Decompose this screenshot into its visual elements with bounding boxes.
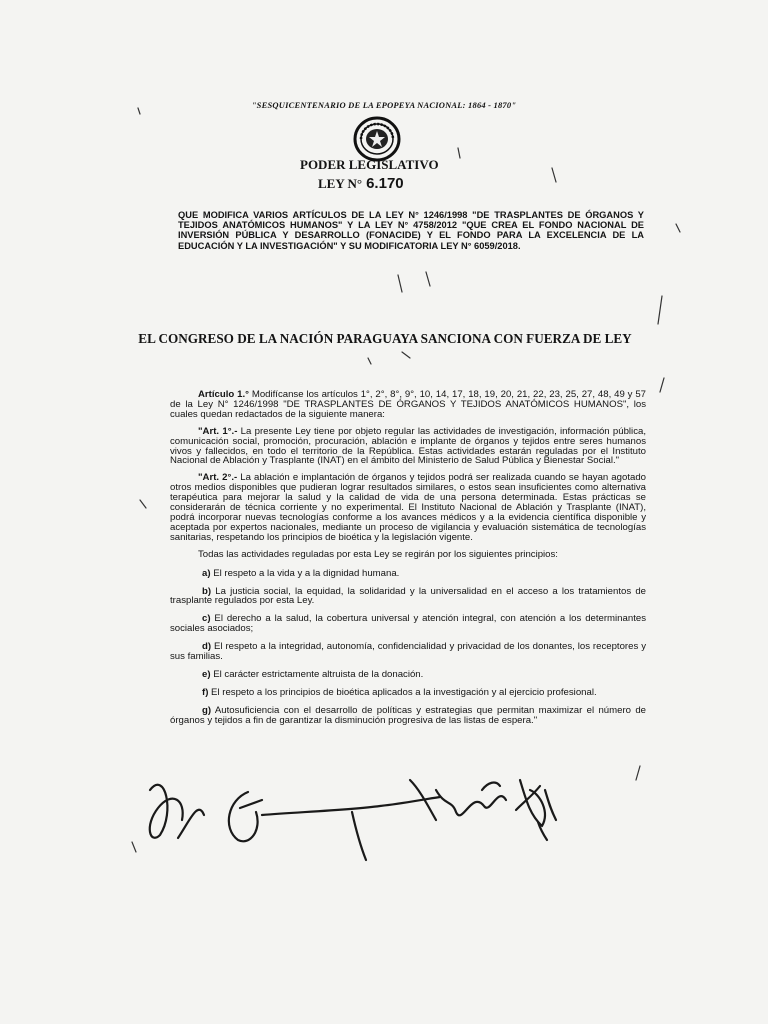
art-1-label: "Art. 1°.- [198, 425, 238, 437]
art-2-text: La ablación e implantación de órganos y tejidos podrá ser realizada cuando se hayan agotado otros medios disponibles que pudieran lograr resultados similares, o estos sean insuficientes como alternativa terapéutica para mejorar la salud y la calidad de vida de una persona determinada. Estas prácticas se considerarán de técnica corriente y no experimental. El Instituto Nacional de Ablación y Trasplante (INAT), podrá incorporar nuevas tecnologías conforme a los avances médicos y a la evidencia científica disponible y aceptada por expertos nacionales, mediante un proceso de vigilancia y evaluación sistemática de tecnologías sanitarias, respetando los principios de bioética y la legislación vigente. [170, 472, 646, 543]
principles-intro: Todas las actividades reguladas por esta Ley se regirán por los siguientes principios: [198, 548, 558, 560]
principle-text: El respeto a la vida y a la dignidad humana. [210, 567, 400, 579]
principle-item [170, 614, 646, 634]
enacting-clause: EL CONGRESO DE LA NACIÓN PARAGUAYA SANCIONA CON FUERZA DE LEY [138, 331, 632, 346]
law-number: 6.170 [366, 175, 404, 192]
art-1-text: La presente Ley tiene por objeto regular las actividades de investigación, información pública, comunicación social, promoción, procuración, ablación e implante de órganos y tejidos entre seres humanos vivos y fallecidos, en todo el territorio de la República. Estas actividades estarán reguladas por el Instituto Nacional de Ablación y Trasplante (INAT) en el ámbito del Ministerio de Salud Pública y Bienestar Social." [170, 425, 646, 467]
principle-letter: b) [202, 585, 212, 597]
principle-text: El respeto a la integridad, autonomía, confidencialidad y privacidad de los donantes, los receptores y sus familias. [170, 641, 646, 663]
principle-letter: g) [202, 704, 212, 716]
article-1-label: Artículo 1.° [198, 389, 249, 400]
law-label: LEY N° [318, 176, 363, 191]
principle-text: El respeto a los principios de bioética aplicados a la investigación y al ejercicio profesional. [208, 686, 597, 698]
principle-item [170, 688, 646, 698]
principle-text: Autosuficiencia con el desarrollo de políticas y estrategias que permitan maximizar el número de órganos y tejidos a fin de garantizar la disminución progresiva de las listas de espera." [170, 704, 646, 726]
art-1-paragraph [170, 427, 646, 467]
law-number-line [318, 175, 404, 192]
principle-letter: e) [202, 668, 211, 680]
principle-letter: d) [202, 641, 212, 653]
law-subject: QUE MODIFICA VARIOS ARTÍCULOS DE LA LEY N° 1246/1998 "DE TRASPLANTES DE ÓRGANOS Y TEJIDOS ANATÓMICOS HUMANOS" Y LA LEY N° 4758/2012 "QUE CREA EL FONDO NACIONAL DE INVERSIÓN PÚBLICA Y DESARROLLO (FONACIDE) Y EL FONDO PARA LA EXCELENCIA DE LA EDUCACIÓN Y LA INVESTIGACIÓN" Y SU MODIFICATORIA LEY N° 6059/2018. [178, 210, 644, 251]
principle-letter: f) [202, 686, 209, 698]
principle-text: El carácter estrictamente altruista de la donación. [210, 668, 424, 680]
principle-item [170, 670, 646, 680]
principle-item [170, 587, 646, 607]
art-2-label: "Art. 2°.- [198, 472, 238, 484]
law-body [170, 390, 646, 734]
principles-list [170, 569, 646, 726]
principle-letter: a) [202, 567, 211, 579]
institution-title: PODER LEGISLATIVO [300, 157, 439, 172]
principle-item [170, 706, 646, 726]
commemorative-motto: "SESQUICENTENARIO DE LA EPOPEYA NACIONAL: 1864 - 1870" [251, 100, 517, 110]
principle-text: La justicia social, la equidad, la solidaridad y la universalidad en el acceso a los tratamientos de trasplante regulados por esta Ley. [170, 585, 646, 607]
congress-seal-icon [352, 115, 402, 163]
article-1 [170, 390, 646, 420]
principle-item [170, 569, 646, 579]
principle-item [170, 642, 646, 662]
art-2-paragraph [170, 473, 646, 542]
principle-letter: c) [202, 613, 211, 625]
principle-text: El derecho a la salud, la cobertura universal y atención integral, con atención a los determinantes sociales asociados; [170, 613, 646, 635]
article-1-text: Modifícanse los artículos 1°, 2°, 8°, 9°, 10, 14, 17, 18, 19, 20, 21, 22, 23, 25, 27, 48, 49 y 57 de la Ley N° 1246/1998 "DE TRASPLANTES DE ÓRGANOS Y TEJIDOS ANATÓMICOS HUMANOS", los cuales quedan redactados de la siguiente manera: [170, 389, 647, 420]
